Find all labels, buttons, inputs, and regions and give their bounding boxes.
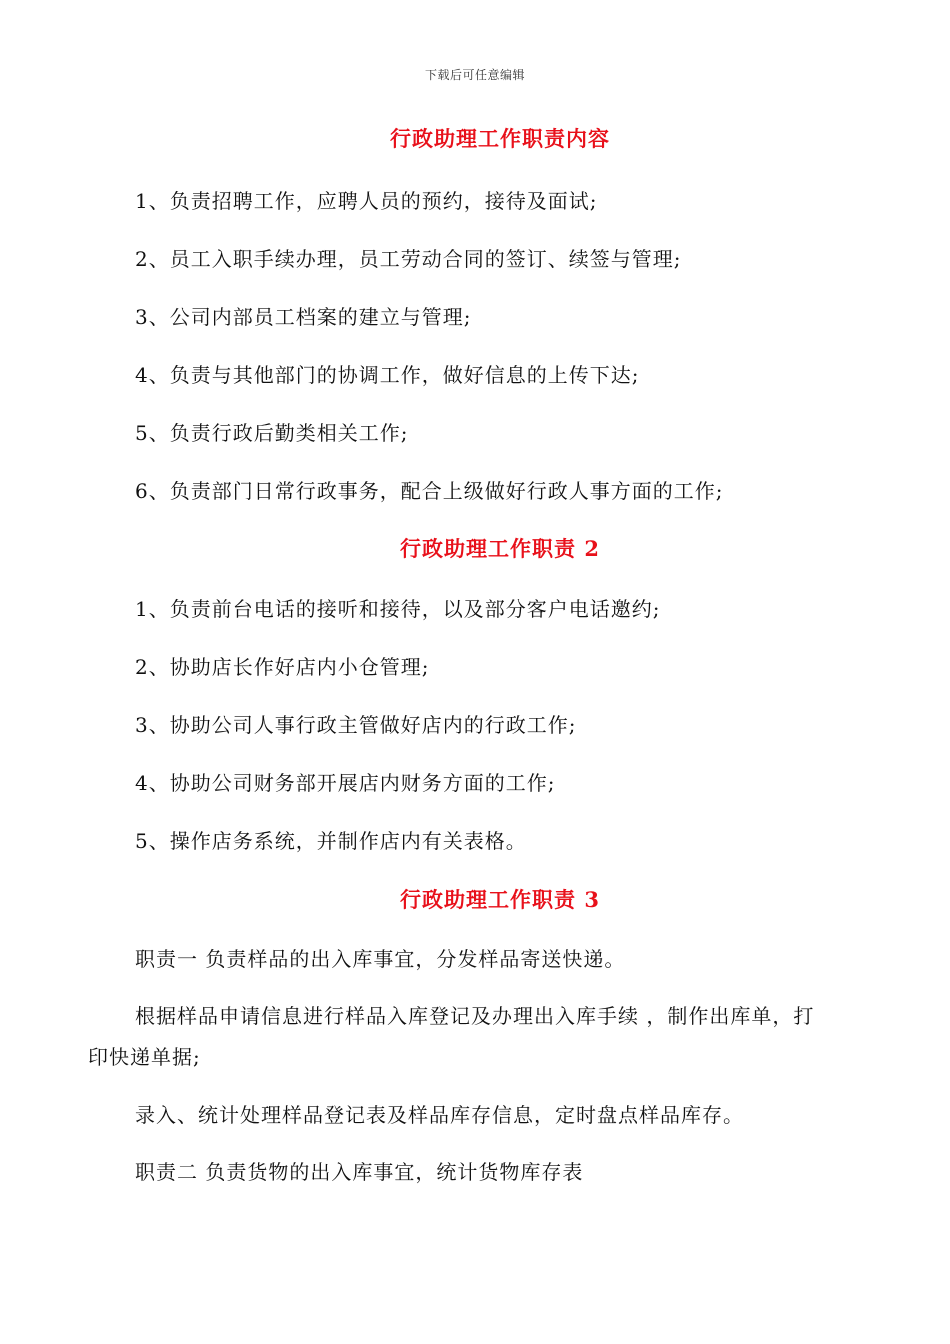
section-3-paragraph-1: 职责一 负责样品的出入库事宜，分发样品寄送快递。 xyxy=(135,947,626,971)
section-1-item-5: 5、负责行政后勤类相关工作; xyxy=(135,421,409,445)
header-note: 下载后可任意编辑 xyxy=(424,68,525,82)
section-3-paragraph-2: 根据样品申请信息进行样品入库登记及办理出入库手续 ，制作出库单，打 xyxy=(135,1004,815,1028)
section-2-item-4: 4、协助公司财务部开展店内财务方面的工作; xyxy=(135,771,556,795)
section-2-item-5: 5、操作店务系统，并制作店内有关表格。 xyxy=(135,829,527,853)
section-2-item-1: 1、负责前台电话的接听和接待，以及部分客户电话邀约; xyxy=(135,597,661,621)
section-1-item-3: 3、公司内部员工档案的建立与管理; xyxy=(135,305,472,329)
section-2-title: 行政助理工作职责 2 xyxy=(400,536,600,561)
section-2-item-2: 2、协助店长作好店内小仓管理; xyxy=(135,655,430,679)
section-1-item-1: 1、负责招聘工作，应聘人员的预约，接待及面试; xyxy=(135,189,598,213)
section-1-item-6: 6、负责部门日常行政事务，配合上级做好行政人事方面的工作; xyxy=(135,479,724,503)
section-3-paragraph-3: 录入、统计处理样品登记表及样品库存信息，定时盘点样品库存。 xyxy=(135,1103,744,1127)
section-1-item-2: 2、员工入职手续办理，员工劳动合同的签订、续签与管理; xyxy=(135,247,682,271)
section-3-paragraph-2-cont: 印快递单据; xyxy=(88,1045,201,1069)
section-3-title: 行政助理工作职责 3 xyxy=(400,887,600,912)
section-1-item-4: 4、负责与其他部门的协调工作，做好信息的上传下达; xyxy=(135,363,640,387)
section-2-item-3: 3、协助公司人事行政主管做好店内的行政工作; xyxy=(135,713,577,737)
section-3-paragraph-4: 职责二 负责货物的出入库事宜，统计货物库存表 xyxy=(135,1160,584,1184)
section-1-title: 行政助理工作职责内容 xyxy=(390,126,610,151)
